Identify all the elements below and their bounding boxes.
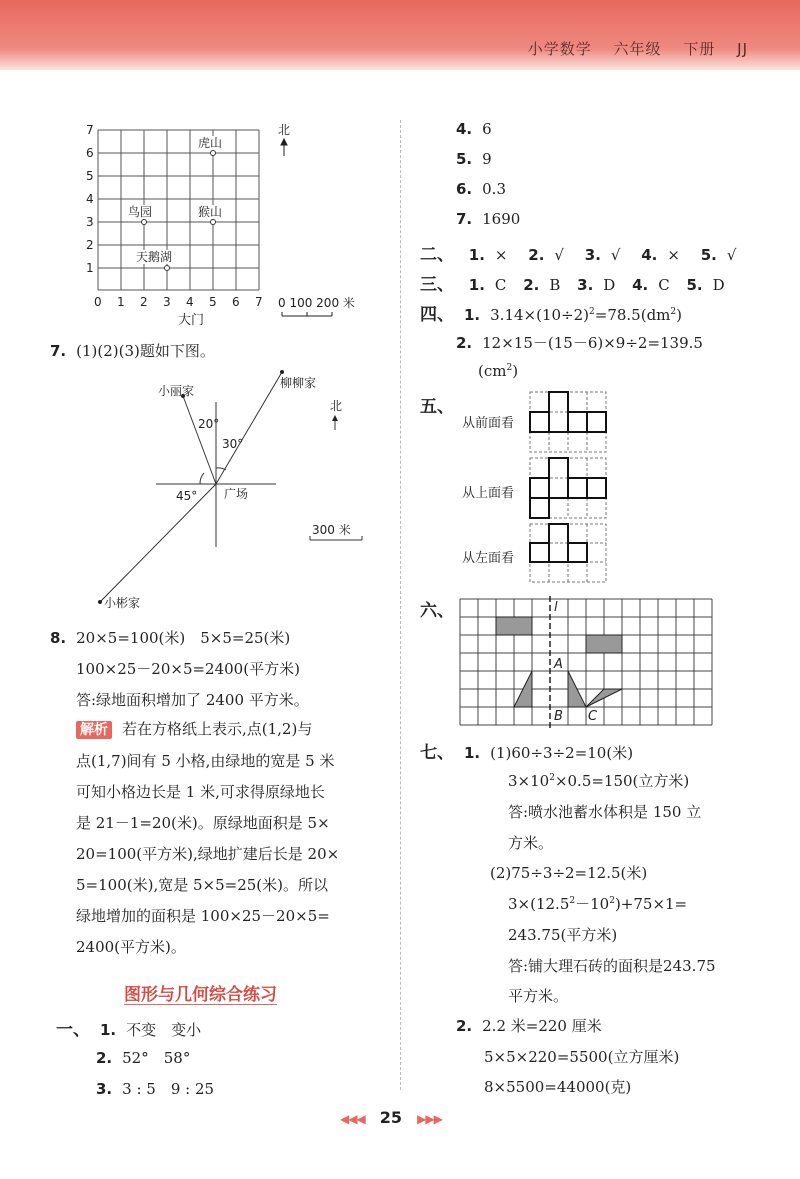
shaded-rect-left — [496, 617, 532, 635]
grid-lines — [98, 130, 259, 290]
view-top-label: 从上面看 — [462, 486, 515, 501]
label-tiger-hill: 虎山 — [198, 136, 223, 150]
label-angle-20: 20° — [198, 417, 220, 431]
point-tiger — [211, 151, 216, 156]
paren: ) — [676, 306, 682, 324]
item-answer: 1690 — [482, 210, 521, 228]
calc-line: 2.2 米=220 厘米 — [482, 1017, 602, 1035]
item-number: 6. — [456, 180, 473, 198]
part1-item2 — [96, 1047, 190, 1068]
item-number: 2. — [528, 246, 545, 264]
exponent: 2 — [506, 363, 513, 373]
item-answer: × — [494, 246, 508, 264]
part7-q1-a3: 答:喷水池蓄水体积是 150 立 — [508, 803, 702, 821]
item-number: 1. — [468, 276, 485, 294]
exponent: 2 — [589, 307, 595, 317]
item-number: 2. — [96, 1049, 113, 1067]
item-answer: D — [603, 276, 616, 294]
point-bird — [142, 220, 147, 225]
item-number: 4. — [632, 276, 649, 294]
q8-number: 8. — [50, 629, 67, 647]
calc-part: 3×(12.5 — [508, 895, 570, 913]
item-answer: 不变 变小 — [126, 1021, 202, 1039]
axis-label-l: l — [554, 600, 558, 615]
page-footer — [340, 1108, 442, 1127]
analysis-line: 若在方格纸上表示,点(1,2)与 — [122, 720, 313, 738]
part7-q2-c1 — [456, 1015, 602, 1036]
q1-result: =78.5(dm — [594, 306, 671, 324]
part7-q2-c3: 8×5500=44000(克) — [484, 1078, 632, 1096]
prev-arrows-icon: ◀◀◀ — [340, 1112, 365, 1126]
point-liuliu — [280, 370, 284, 374]
item-number: 5. — [456, 150, 473, 168]
item-number: 1. — [100, 1021, 117, 1039]
part3-line — [420, 270, 725, 295]
angle-arc-30 — [216, 468, 226, 470]
x-tick: 5 — [209, 295, 217, 309]
part7-q1-b5: 平方米。 — [508, 987, 569, 1005]
part7-q1-b3: 243.75(平方米) — [508, 926, 618, 944]
header-subject: 小学数学 — [527, 40, 592, 58]
part7-q1-b1: (2)75÷3÷2=12.5(米) — [490, 864, 648, 882]
item-answer: √ — [726, 246, 737, 264]
item-number: 5. — [700, 246, 717, 264]
ray-liuliu — [216, 372, 282, 484]
x-tick: 2 — [140, 295, 148, 309]
item-number: 7. — [456, 210, 473, 228]
y-tick: 6 — [86, 146, 94, 160]
three-views-diagram — [528, 390, 610, 585]
x-tick: 0 — [94, 295, 102, 309]
page-header — [0, 0, 800, 70]
part1-item7 — [456, 210, 520, 228]
point-label-a: A — [554, 657, 563, 672]
part7-q1-b2 — [508, 893, 687, 914]
item-answer: × — [667, 246, 680, 264]
part1-item4 — [456, 120, 492, 138]
label-angle-30: 30° — [222, 437, 244, 451]
item-number: 2. — [456, 1017, 473, 1035]
q2-formula: 12×15－(15－6)×9÷2=139.5 — [482, 334, 703, 352]
item-number: 3. — [96, 1080, 113, 1098]
item-answer: C — [494, 276, 507, 294]
part4-label: 四、 — [420, 305, 454, 325]
y-tick: 3 — [86, 215, 94, 229]
calc-part: ×0.5=150(立方米) — [554, 772, 690, 790]
zoo-grid-map — [80, 118, 380, 333]
item-answer: √ — [554, 246, 564, 264]
exponent: 2 — [670, 307, 677, 317]
item-answer: D — [712, 276, 725, 294]
north-arrow-head-2 — [332, 415, 338, 421]
part7-q1-a2 — [508, 770, 689, 791]
ray-xiaoli — [183, 396, 216, 484]
q7-number: 7. — [50, 342, 67, 360]
part2-label: 二、 — [420, 245, 454, 265]
x-tick: 4 — [186, 295, 194, 309]
part1-item1 — [56, 1015, 201, 1040]
point-xiaobin — [98, 600, 102, 604]
item-answer: √ — [610, 246, 621, 264]
part4-q2-unit — [478, 362, 518, 380]
point-monkey — [211, 220, 216, 225]
q7-text: (1)(2)(3)题如下图。 — [76, 342, 215, 360]
analysis-line: 2400(平方米)。 — [76, 938, 186, 956]
analysis-line: 5=100(米),宽是 5×5=25(米)。所以 — [76, 876, 328, 894]
part7-q1-a1 — [420, 738, 633, 763]
part3-label: 三、 — [420, 275, 454, 295]
north-label: 北 — [278, 123, 291, 137]
shaded-rect-right — [586, 635, 622, 653]
part4-q1 — [420, 300, 682, 325]
item-number: 1. — [468, 246, 485, 264]
scale-label: 0 100 200 米 — [278, 296, 355, 310]
label-xiaobin-home: 小彬家 — [104, 596, 141, 610]
q8-line2: 100×25－20×5=2400(平方米) — [76, 660, 300, 678]
part7-label: 七、 — [420, 743, 454, 763]
part1-item6 — [456, 180, 506, 198]
point-swan — [165, 266, 170, 271]
header-grade: 六年级 — [613, 40, 662, 58]
q1-formula: 3.14×(10÷2) — [490, 306, 590, 324]
part7-q2-c2: 5×5×220=5500(立方厘米) — [484, 1048, 680, 1066]
label-liuliu-home: 柳柳家 — [280, 376, 317, 390]
calc-part: )+75×1= — [614, 895, 688, 913]
item-number: 2. — [523, 276, 540, 294]
part2-line — [420, 240, 736, 265]
point-label-b: B — [554, 709, 563, 724]
part7-q1-a4: 方米。 — [508, 834, 554, 852]
q7-line — [50, 340, 215, 361]
part7-q1-b4: 答:铺大理石砖的面积是243.75 — [508, 957, 716, 975]
label-swan-lake: 天鹅湖 — [136, 250, 173, 264]
part5-label: 五、 — [420, 397, 454, 417]
exponent: 2 — [609, 896, 615, 906]
x-tick: 6 — [232, 295, 240, 309]
next-arrows-icon: ▶▶▶ — [417, 1112, 442, 1126]
view-left-label: 从左面看 — [462, 551, 515, 566]
header-term: 下册 — [683, 40, 716, 58]
direction-diagram — [90, 362, 380, 612]
calc-part: －10 — [575, 895, 610, 913]
item-number: 4. — [641, 246, 658, 264]
q8-answer: 答:绿地面积增加了 2400 平方米。 — [76, 691, 309, 709]
item-number: 2. — [456, 334, 473, 352]
header-edition: JJ — [737, 40, 748, 58]
page-number: 25 — [379, 1108, 403, 1127]
section-title: 图形与几何综合练习 — [124, 985, 277, 1005]
y-tick: 4 — [86, 192, 94, 206]
label-gate: 大门 — [178, 313, 205, 328]
part1-item3 — [96, 1078, 214, 1099]
ray-xiaobin — [100, 484, 216, 602]
left-view-shape — [530, 524, 587, 562]
analysis-line: 可知小格边长是 1 米,可求得原绿地长 — [76, 783, 325, 801]
exponent: 2 — [549, 773, 555, 783]
item-answer: 9 — [482, 150, 492, 168]
item-answer: 6 — [482, 120, 492, 138]
part1-item5 — [456, 150, 492, 168]
symmetry-grid — [458, 596, 714, 731]
item-number: 4. — [456, 120, 473, 138]
item-number: 5. — [686, 276, 703, 294]
label-north-2: 北 — [330, 399, 343, 413]
point-label-c: C — [588, 709, 598, 724]
q8-calc1: 20×5=100(米) 5×5=25(米) — [76, 629, 291, 647]
header-info — [512, 38, 748, 59]
column-divider — [400, 120, 401, 1090]
q8-line1 — [50, 627, 290, 648]
label-scale-2: 300 米 — [312, 523, 351, 537]
y-tick: 7 — [86, 123, 94, 137]
analysis-line: 20=100(平方米),绿地扩建后长是 20× — [76, 845, 340, 863]
x-tick: 3 — [163, 295, 171, 309]
item-number: 1. — [464, 306, 481, 324]
analysis-line: 绿地增加的面积是 100×25－20×5= — [76, 907, 330, 925]
item-answer: B — [549, 276, 561, 294]
angle-arc-45 — [200, 473, 204, 484]
analysis-line: 点(1,7)间有 5 小格,由绿地的宽是 5 米 — [76, 752, 335, 770]
part1-label: 一、 — [56, 1020, 90, 1040]
y-tick: 2 — [86, 238, 94, 252]
item-answer: C — [658, 276, 670, 294]
calc-line: (1)60÷3÷2=10(米) — [490, 744, 634, 762]
item-answer: 3 : 5 9 : 25 — [122, 1080, 215, 1098]
label-xiaoli-home: 小丽家 — [158, 384, 195, 398]
label-angle-45: 45° — [176, 489, 198, 503]
y-tick: 1 — [86, 261, 94, 275]
item-number: 3. — [584, 246, 601, 264]
y-tick: 5 — [86, 169, 94, 183]
view-front-label: 从前面看 — [462, 416, 515, 431]
label-plaza: 广场 — [224, 487, 249, 501]
item-answer: 0.3 — [482, 180, 506, 198]
item-number: 1. — [464, 744, 481, 762]
analysis-badge: 解析 — [76, 721, 112, 739]
part6-label: 六、 — [420, 601, 454, 621]
paren: ) — [512, 362, 519, 380]
analysis-block — [76, 714, 376, 963]
label-bird-garden: 鸟园 — [128, 205, 153, 219]
analysis-line: 是 21－1=20(米)。原绿地面积是 5× — [76, 814, 330, 832]
part4-q2 — [456, 332, 703, 353]
x-tick: 7 — [255, 295, 263, 309]
calc-part: 3×10 — [508, 772, 550, 790]
item-number: 3. — [577, 276, 594, 294]
exponent: 2 — [569, 896, 576, 906]
x-tick: 1 — [117, 295, 125, 309]
label-monkey-hill: 猴山 — [198, 205, 223, 219]
unit: (cm — [478, 362, 507, 380]
part5-label-line — [420, 392, 464, 417]
north-arrow-head — [281, 139, 287, 145]
item-answer: 52° 58° — [122, 1049, 191, 1067]
